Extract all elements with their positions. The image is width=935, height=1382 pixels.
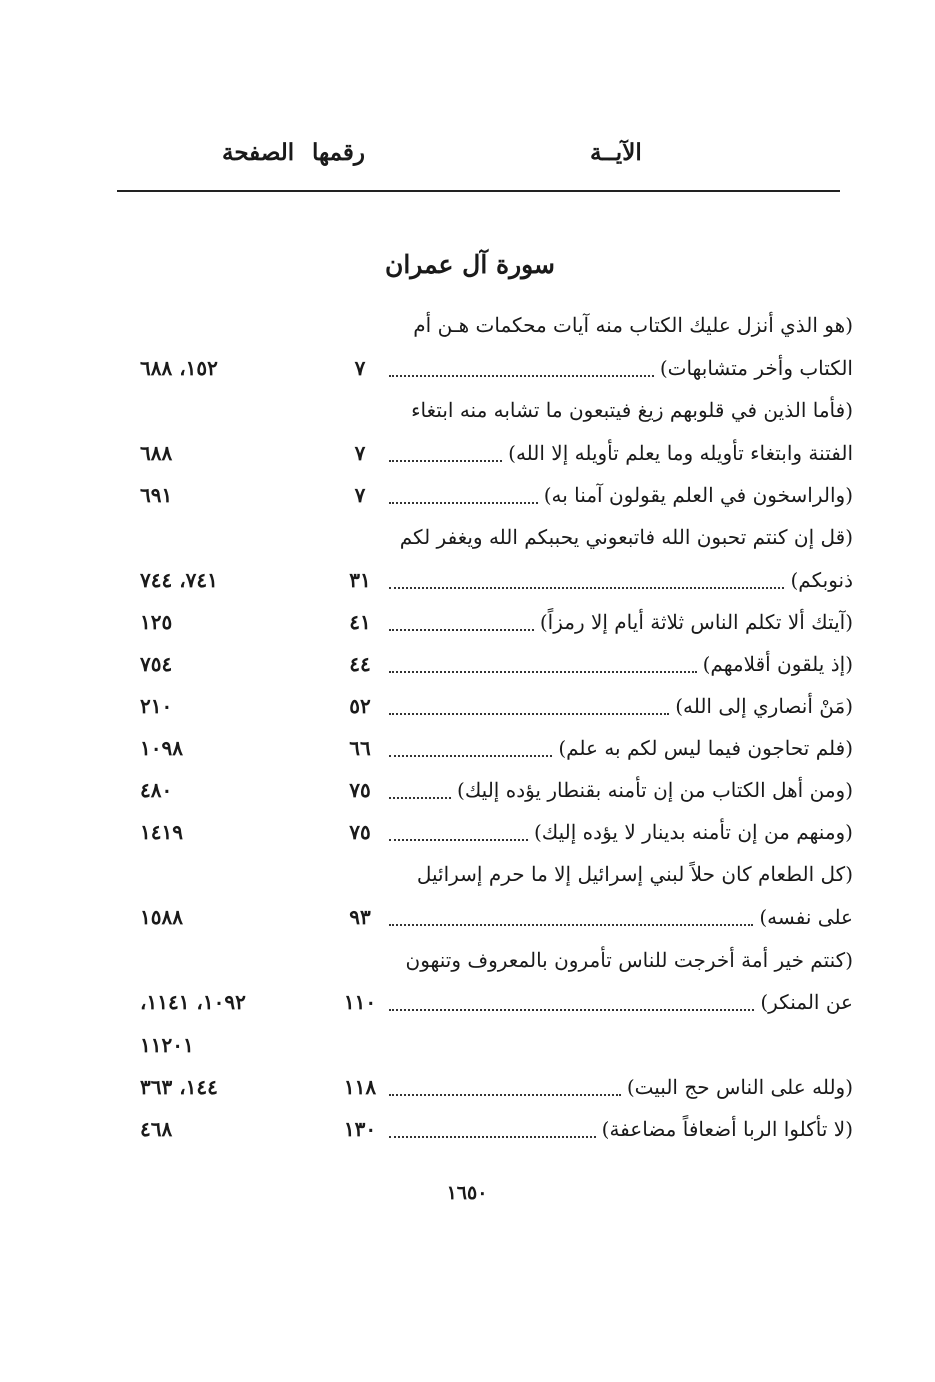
index-row	[0, 475, 935, 515]
verse-number: ٦٦	[349, 736, 371, 760]
verse-number: ٧٥	[349, 820, 371, 844]
dot-leader	[389, 671, 697, 673]
verse-text: (مَنْ أنصاري إلى الله)	[675, 694, 853, 718]
dot-leader	[389, 839, 528, 841]
verse-text: (كنتم خير أمة أخرجت للناس تأمرون بالمعروف وتنهون	[405, 948, 853, 972]
verse-cell	[383, 305, 853, 345]
verse-cell	[383, 982, 853, 1022]
index-row	[0, 686, 935, 726]
verse-cell	[383, 686, 853, 726]
index-row	[0, 812, 935, 852]
index-row	[0, 390, 935, 430]
verse-text: (إذ يلقون أقلامهم)	[702, 652, 853, 676]
page-reference: ٧٤١، ٧٤٤	[140, 568, 218, 592]
dot-leader	[389, 1136, 596, 1138]
page-reference: ١٢٥	[140, 610, 173, 634]
verse-number: ٥٢	[349, 694, 371, 718]
page-reference: ٤٨٠	[140, 778, 173, 802]
page-reference: ١٠٩٨	[140, 736, 183, 760]
page-reference: ٦٨٨	[140, 441, 173, 465]
verse-number: ٣١	[349, 568, 371, 592]
verse-cell	[383, 602, 853, 642]
verse-cell	[383, 475, 853, 515]
verse-text: (ومنهم من إن تأمنه بدينار لا يؤده إليك)	[533, 820, 853, 844]
index-row	[0, 854, 935, 894]
page-reference: ١٤٤، ٣٦٣	[140, 1075, 218, 1099]
dot-leader	[389, 1009, 754, 1011]
verse-cell	[383, 1109, 853, 1149]
verse-cell	[383, 897, 853, 937]
index-row	[0, 517, 935, 557]
index-row	[0, 1109, 935, 1149]
verse-text: ذنوبكم)	[790, 568, 853, 592]
dot-leader	[389, 797, 451, 799]
verse-text: (هو الذي أنزل عليك الكتاب منه آيات محكمات هـن أم	[413, 313, 853, 337]
verse-cell	[383, 940, 853, 980]
index-row	[0, 1025, 935, 1065]
index-row	[0, 770, 935, 810]
dot-leader	[389, 375, 654, 377]
index-row	[0, 897, 935, 937]
number-column-header: رقمها	[312, 139, 366, 166]
dot-leader	[389, 629, 534, 631]
index-row	[0, 644, 935, 684]
verse-text: على نفسه)	[759, 905, 853, 929]
ayah-column-header: الآيــة	[590, 139, 642, 166]
verse-cell	[383, 560, 853, 600]
dot-leader	[389, 924, 753, 926]
verse-number: ١١٠	[343, 990, 377, 1014]
verse-cell	[383, 1067, 853, 1107]
dot-leader	[389, 713, 669, 715]
verse-number: ٧	[354, 356, 366, 380]
verse-cell	[383, 854, 853, 894]
verse-cell	[383, 728, 853, 768]
index-row	[0, 433, 935, 473]
dot-leader	[389, 755, 552, 757]
verse-text: عن المنكر)	[760, 990, 853, 1014]
verse-text: (قل إن كنتم تحبون الله فاتبعوني يحببكم الله ويغفر لكم	[399, 525, 853, 549]
verse-text: (لا تأكلوا الربا أضعافاً مضاعفة)	[601, 1117, 853, 1141]
page-reference: ٢١٠	[140, 694, 173, 718]
index-row	[0, 728, 935, 768]
verse-cell	[383, 644, 853, 684]
verse-text: (والراسخون في العلم يقولون آمنا به)	[543, 483, 853, 507]
verse-cell	[383, 812, 853, 852]
page-reference: ١٥٢، ٦٨٨	[140, 356, 218, 380]
verse-text: (ولله على الناس حج البيت)	[626, 1075, 853, 1099]
page-reference: ١٥٨٨	[140, 905, 183, 929]
verse-number: ١١٨	[343, 1075, 377, 1099]
verse-text: الكتاب وأخر متشابهات)	[659, 356, 853, 380]
verse-number: ٧٥	[349, 778, 371, 802]
dot-leader	[389, 502, 538, 504]
verse-cell	[383, 770, 853, 810]
page-reference: ٤٦٨	[140, 1117, 173, 1141]
surah-title: سورة آل عمران	[384, 250, 556, 279]
index-row	[0, 982, 935, 1022]
header-rule	[117, 190, 840, 192]
index-row	[0, 348, 935, 388]
verse-text: (ومن أهل الكتاب من إن تأمنه بقنطار يؤده إليك)	[457, 778, 853, 802]
verse-number: ٧	[354, 441, 366, 465]
verse-cell	[383, 433, 853, 473]
page-column-header: الصفحة	[222, 139, 295, 166]
page-reference: ٦٩١	[140, 483, 173, 507]
page-number: ١٦٥٠	[446, 1182, 488, 1204]
page-reference: ١٤١٩	[140, 820, 183, 844]
verse-text: الفتنة وابتغاء تأويله وما يعلم تأويله إلا الله)	[508, 441, 853, 465]
index-row	[0, 602, 935, 642]
verse-number: ٧	[354, 483, 366, 507]
index-row	[0, 560, 935, 600]
verse-number: ٤٤	[349, 652, 371, 676]
page-reference: ١٠٩٢، ١١٤١،	[140, 990, 246, 1014]
dot-leader	[389, 1094, 621, 1096]
verse-text: (فلم تحاجون فيما ليس لكم به علم)	[558, 736, 853, 760]
verse-text: (كل الطعام كان حلاً لبني إسرائيل إلا ما حرم إسرائيل	[416, 862, 853, 886]
verse-text: (فأما الذين في قلوبهم زيغ فيتبعون ما تشابه منه ابتغاء	[411, 398, 853, 422]
dot-leader	[389, 460, 502, 462]
verse-cell	[383, 348, 853, 388]
index-row	[0, 305, 935, 345]
verse-number: ٩٣	[349, 905, 371, 929]
index-row	[0, 1067, 935, 1107]
verse-text: (آيتك ألا تكلم الناس ثلاثة أيام إلا رمزاً)	[539, 610, 853, 634]
page-reference: ٧٥٤	[140, 652, 173, 676]
page-reference: ١١٢٠١	[140, 1033, 194, 1057]
verse-cell	[383, 390, 853, 430]
verse-cell	[383, 517, 853, 557]
verse-number: ١٣٠	[343, 1117, 377, 1141]
verse-number: ٤١	[349, 610, 371, 634]
index-row	[0, 940, 935, 980]
dot-leader	[389, 587, 784, 589]
